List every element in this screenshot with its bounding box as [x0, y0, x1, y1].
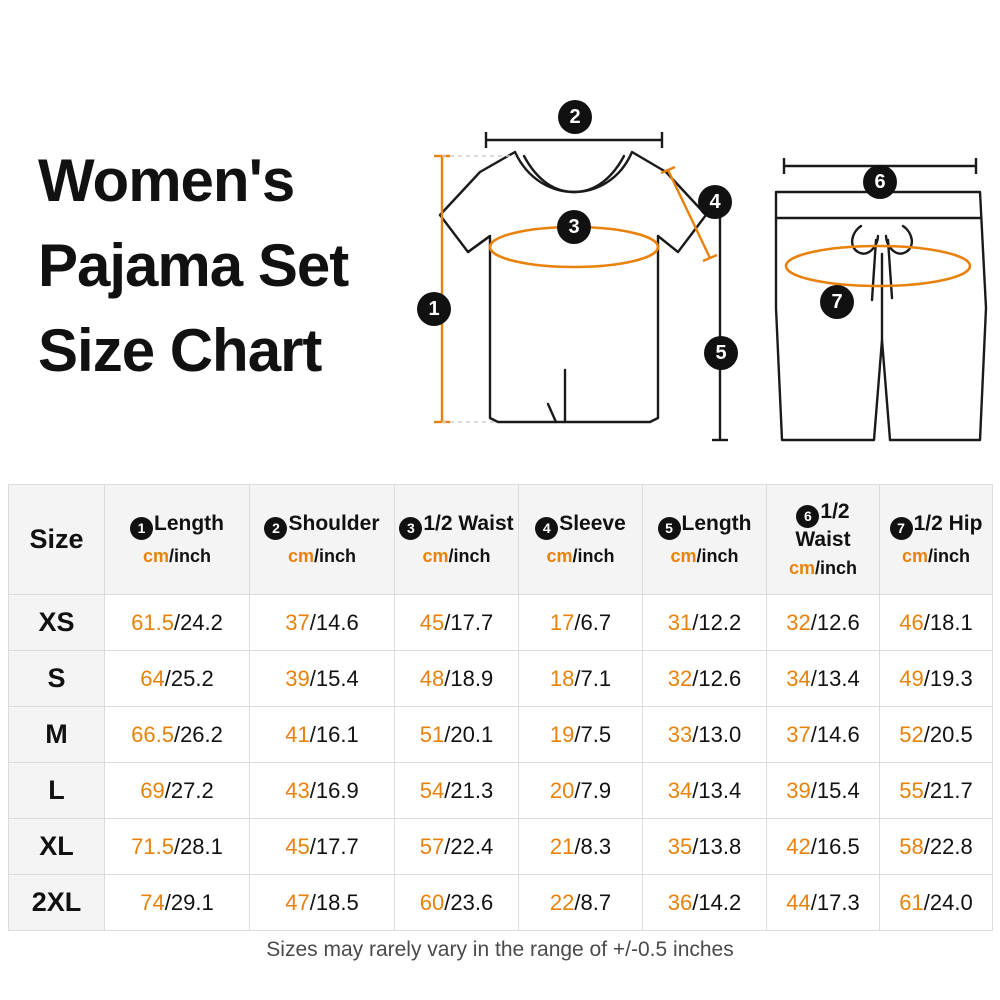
- cm-value: 37: [285, 609, 310, 635]
- cm-value: 32: [786, 609, 811, 635]
- header-unit-cm-1: cm: [142, 545, 169, 566]
- header-unit-inch-2: inch: [319, 545, 357, 566]
- shorts-waist-measure-line: [786, 246, 970, 286]
- value-separator: /: [574, 721, 581, 747]
- measure-cell: [250, 707, 395, 763]
- value-separator: /: [574, 777, 581, 803]
- value-separator: /: [692, 833, 699, 859]
- inch-value: 14.6: [315, 609, 359, 635]
- inch-value: 8.7: [580, 889, 612, 915]
- inch-value: 22.8: [929, 833, 973, 859]
- size-label-cell: L: [9, 763, 105, 819]
- inch-value: 12.6: [698, 665, 742, 691]
- measure-cell: [395, 763, 519, 819]
- value-separator: /: [164, 665, 171, 691]
- badge-6: 6: [863, 165, 897, 199]
- header-col-2: [250, 485, 395, 595]
- value-separator: /: [309, 777, 316, 803]
- page-title: [38, 138, 428, 394]
- inch-value: 7.1: [580, 665, 612, 691]
- measure-cell: [643, 651, 767, 707]
- inch-value: 20.5: [929, 721, 973, 747]
- value-separator: /: [810, 665, 817, 691]
- measure-cell: [395, 595, 519, 651]
- header-num-1: 1: [130, 517, 153, 540]
- value-separator: /: [923, 889, 930, 915]
- measure-cell: [105, 595, 250, 651]
- cm-value: 43: [285, 777, 310, 803]
- cm-value: 66.5: [131, 721, 174, 747]
- value-separator: /: [309, 609, 316, 635]
- inch-value: 14.6: [816, 721, 860, 747]
- value-separator: /: [444, 721, 451, 747]
- measure-cell: [395, 707, 519, 763]
- inch-value: 16.9: [315, 777, 359, 803]
- measure-cell: [105, 875, 250, 931]
- cm-value: 69: [140, 777, 165, 803]
- cm-value: 22: [549, 889, 575, 915]
- value-separator: /: [692, 721, 699, 747]
- cm-value: 45: [285, 833, 310, 859]
- inch-value: 13.4: [698, 777, 742, 803]
- inch-value: 24.2: [180, 609, 223, 635]
- measure-cell: [250, 595, 395, 651]
- cm-value: 34: [786, 665, 811, 691]
- shoulder-measure-arrow: [486, 132, 662, 148]
- measure-cell: [519, 763, 643, 819]
- badge-4: 4: [698, 185, 732, 219]
- cm-value: 33: [667, 721, 693, 747]
- cm-value: 46: [899, 609, 924, 635]
- measure-cell: [395, 819, 519, 875]
- value-separator: /: [923, 777, 930, 803]
- cm-value: 34: [667, 777, 693, 803]
- header-col-1: [105, 485, 250, 595]
- badge-7: 7: [820, 285, 854, 319]
- table-row: [9, 707, 993, 763]
- measure-cell: [105, 707, 250, 763]
- value-separator: /: [810, 721, 817, 747]
- value-separator: /: [692, 889, 699, 915]
- value-separator: /: [444, 833, 451, 859]
- value-separator: /: [309, 889, 316, 915]
- measure-cell: [519, 875, 643, 931]
- value-separator: /: [810, 833, 817, 859]
- measure-cell: [767, 875, 880, 931]
- inch-value: 17.3: [816, 889, 860, 915]
- garment-drawings: [420, 40, 1000, 480]
- table-row: [9, 763, 993, 819]
- inch-value: 17.7: [315, 833, 359, 859]
- badge-3: 3: [557, 210, 591, 244]
- header-unit-cm-2: cm: [287, 545, 314, 566]
- inch-value: 6.7: [580, 609, 612, 635]
- table-row: [9, 595, 993, 651]
- inch-value: 18.1: [929, 609, 973, 635]
- inch-value: 21.3: [450, 777, 494, 803]
- header-unit-inch-4: inch: [577, 545, 615, 566]
- cm-value: 71.5: [131, 833, 174, 859]
- inch-value: 15.4: [816, 777, 860, 803]
- cm-value: 74: [140, 889, 165, 915]
- measure-cell: [767, 819, 880, 875]
- header-unit-cm-5: cm: [670, 545, 697, 566]
- header-num-6: 6: [796, 505, 819, 528]
- title-line-2: Pajama Set: [38, 232, 349, 300]
- value-separator: /: [309, 721, 316, 747]
- inch-value: 13.8: [698, 833, 742, 859]
- inch-value: 12.6: [816, 609, 860, 635]
- measure-cell: [643, 763, 767, 819]
- measure-cell: [519, 707, 643, 763]
- header-name-1: Length: [154, 512, 224, 536]
- table-header-row: [9, 485, 993, 595]
- cm-value: 52: [899, 721, 924, 747]
- value-separator: /: [309, 665, 316, 691]
- cm-value: 60: [419, 889, 445, 915]
- value-separator: /: [444, 777, 451, 803]
- table-row: [9, 819, 993, 875]
- cm-value: 44: [786, 889, 811, 915]
- header-col-5: [643, 485, 767, 595]
- shorts-length-measure-arrow: [712, 206, 728, 440]
- header-unit-sep-1: /: [168, 545, 174, 566]
- badge-2: 2: [558, 100, 592, 134]
- top-length-measure-arrow: [434, 156, 450, 422]
- inch-value: 25.2: [170, 665, 214, 691]
- header-col-7: [880, 485, 993, 595]
- value-separator: /: [173, 609, 181, 635]
- header-unit-inch-6: inch: [820, 557, 858, 578]
- header-num-5: 5: [658, 517, 681, 540]
- value-separator: /: [692, 665, 699, 691]
- header-unit-inch-5: inch: [701, 545, 739, 566]
- header-unit-sep-3: /: [448, 545, 454, 566]
- value-separator: /: [164, 889, 171, 915]
- measure-cell: [767, 763, 880, 819]
- inch-value: 15.4: [315, 665, 359, 691]
- header-col-4: [519, 485, 643, 595]
- title-line-3: Size Chart: [38, 317, 322, 385]
- header-unit-sep-7: /: [927, 545, 933, 566]
- size-label-cell: XS: [9, 595, 105, 651]
- header-num-3: 3: [399, 517, 422, 540]
- header-name-3: 1/2 Waist: [423, 512, 514, 536]
- cm-value: 42: [786, 833, 811, 859]
- inch-value: 17.7: [450, 609, 494, 635]
- value-separator: /: [923, 665, 930, 691]
- value-separator: /: [444, 665, 451, 691]
- value-separator: /: [923, 721, 930, 747]
- inch-value: 28.1: [180, 833, 223, 859]
- measure-cell: [105, 651, 250, 707]
- cm-value: 20: [549, 777, 575, 803]
- value-separator: /: [923, 609, 930, 635]
- cm-value: 32: [667, 665, 693, 691]
- value-separator: /: [444, 889, 451, 915]
- value-separator: /: [173, 833, 181, 859]
- inch-value: 16.1: [315, 721, 359, 747]
- cm-value: 45: [419, 609, 445, 635]
- measure-cell: [643, 819, 767, 875]
- cm-value: 36: [667, 889, 693, 915]
- header-unit-cm-6: cm: [788, 557, 815, 578]
- measure-cell: [250, 875, 395, 931]
- header-num-7: 7: [890, 517, 913, 540]
- cm-value: 41: [285, 721, 310, 747]
- header-unit-sep-5: /: [696, 545, 702, 566]
- size-table-container: [8, 484, 992, 931]
- inch-value: 14.2: [698, 889, 742, 915]
- table-row: [9, 651, 993, 707]
- inch-value: 21.7: [929, 777, 973, 803]
- inch-value: 19.3: [929, 665, 973, 691]
- badge-1: 1: [417, 292, 451, 326]
- value-separator: /: [692, 609, 699, 635]
- value-separator: /: [574, 889, 581, 915]
- measure-cell: [880, 819, 993, 875]
- measure-cell: [105, 763, 250, 819]
- value-separator: /: [574, 833, 581, 859]
- title-line-1: Women's: [38, 147, 295, 214]
- header-num-2: 2: [264, 517, 287, 540]
- inch-value: 27.2: [170, 777, 214, 803]
- cm-value: 55: [899, 777, 924, 803]
- cm-value: 51: [419, 721, 445, 747]
- value-separator: /: [692, 777, 699, 803]
- measure-cell: [643, 875, 767, 931]
- cm-value: 21: [549, 833, 575, 859]
- measure-cell: [250, 651, 395, 707]
- inch-value: 20.1: [450, 721, 494, 747]
- value-separator: /: [810, 889, 817, 915]
- cm-value: 39: [786, 777, 811, 803]
- header-unit-sep-6: /: [814, 557, 820, 578]
- header-unit-sep-4: /: [572, 545, 578, 566]
- measure-cell: [519, 595, 643, 651]
- value-separator: /: [923, 833, 930, 859]
- inch-value: 29.1: [170, 889, 214, 915]
- cm-value: 58: [899, 833, 924, 859]
- measure-cell: [250, 763, 395, 819]
- size-label-cell: 2XL: [9, 875, 105, 931]
- measure-cell: [767, 707, 880, 763]
- header-unit-cm-7: cm: [901, 545, 928, 566]
- value-separator: /: [574, 609, 581, 635]
- header-col-6: [767, 485, 880, 595]
- size-label-cell: XL: [9, 819, 105, 875]
- table-row: [9, 875, 993, 931]
- value-separator: /: [444, 609, 451, 635]
- inch-value: 13.0: [698, 721, 742, 747]
- measure-cell: [105, 819, 250, 875]
- header-unit-inch-1: inch: [174, 545, 212, 566]
- cm-value: 35: [667, 833, 693, 859]
- inch-value: 7.5: [580, 721, 612, 747]
- inch-value: 16.5: [816, 833, 860, 859]
- table-body: [9, 595, 993, 931]
- value-separator: /: [164, 777, 171, 803]
- measure-cell: [519, 819, 643, 875]
- inch-value: 26.2: [180, 721, 223, 747]
- header-unit-inch-7: inch: [933, 545, 971, 566]
- header-size: Size: [9, 485, 105, 595]
- cm-value: 48: [419, 665, 445, 691]
- measure-cell: [643, 595, 767, 651]
- header-name-7: 1/2 Hip: [913, 512, 983, 536]
- value-separator: /: [173, 721, 181, 747]
- measure-cell: [880, 651, 993, 707]
- header-unit-cm-3: cm: [422, 545, 449, 566]
- value-separator: /: [574, 665, 581, 691]
- inch-value: 7.9: [580, 777, 612, 803]
- header-num-4: 4: [535, 517, 558, 540]
- measure-cell: [880, 707, 993, 763]
- header-unit-inch-3: inch: [453, 545, 491, 566]
- value-separator: /: [810, 609, 817, 635]
- measure-cell: [395, 875, 519, 931]
- garment-illustration: [420, 40, 1000, 480]
- measure-cell: [767, 595, 880, 651]
- measure-cell: [880, 763, 993, 819]
- cm-value: 39: [285, 665, 310, 691]
- measure-cell: [643, 707, 767, 763]
- header-unit-cm-4: cm: [546, 545, 573, 566]
- value-separator: /: [309, 833, 316, 859]
- cm-value: 47: [285, 889, 310, 915]
- cm-value: 57: [419, 833, 445, 859]
- inch-value: 8.3: [580, 833, 612, 859]
- shorts-drawing: [776, 192, 986, 440]
- cm-value: 31: [667, 609, 693, 635]
- inch-value: 12.2: [698, 609, 742, 635]
- measure-cell: [250, 819, 395, 875]
- size-table: [8, 484, 993, 931]
- measure-cell: [519, 651, 643, 707]
- cm-value: 19: [549, 721, 575, 747]
- cm-value: 17: [549, 609, 575, 635]
- cm-value: 64: [140, 665, 165, 691]
- measure-cell: [767, 651, 880, 707]
- inch-value: 22.4: [450, 833, 494, 859]
- value-separator: /: [810, 777, 817, 803]
- header-name-2: Shoulder: [288, 512, 380, 536]
- inch-value: 18.9: [450, 665, 494, 691]
- inch-value: 23.6: [450, 889, 494, 915]
- measure-cell: [880, 595, 993, 651]
- size-label-cell: M: [9, 707, 105, 763]
- measure-cell: [395, 651, 519, 707]
- cm-value: 61.5: [131, 609, 174, 635]
- header-name-6: 1/2 Waist: [795, 500, 851, 551]
- header-col-3: [395, 485, 519, 595]
- cm-value: 49: [899, 665, 924, 691]
- inch-value: 24.0: [929, 889, 973, 915]
- cm-value: 37: [786, 721, 811, 747]
- cm-value: 54: [419, 777, 445, 803]
- size-label-cell: S: [9, 651, 105, 707]
- cm-value: 61: [899, 889, 924, 915]
- footnote: Sizes may rarely vary in the range of +/-0.5 inches: [266, 938, 734, 961]
- header-unit-sep-2: /: [313, 545, 319, 566]
- header-name-4: Sleeve: [559, 512, 626, 536]
- measure-cell: [880, 875, 993, 931]
- cm-value: 18: [549, 665, 575, 691]
- inch-value: 13.4: [816, 665, 860, 691]
- badge-5: 5: [704, 336, 738, 370]
- header-name-5: Length: [681, 512, 752, 536]
- inch-value: 18.5: [315, 889, 359, 915]
